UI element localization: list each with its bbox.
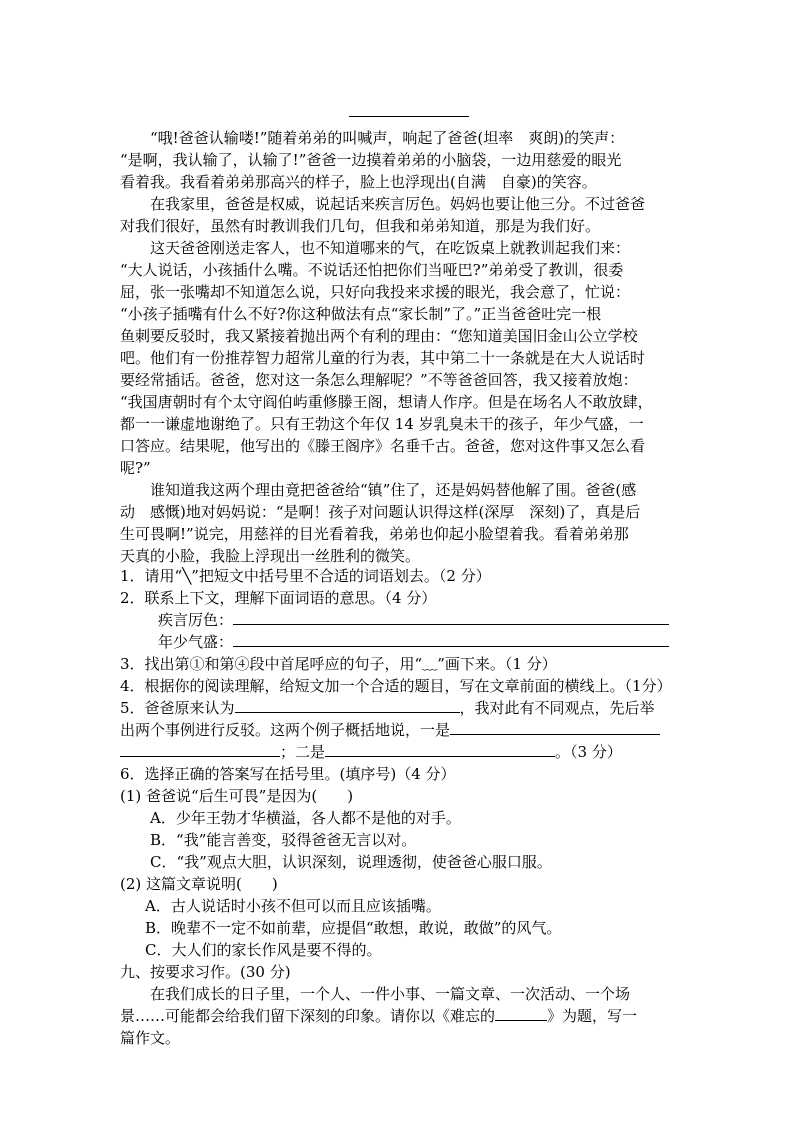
passage-line: 要经常插话。爸爸，您对这一条怎么理解呢？”不等爸爸回答，我又接着放炮： xyxy=(120,371,638,389)
passage-line: 看着我。我看着弟弟那高兴的样子，脸上也浮现出(自满 自豪)的笑容。 xyxy=(120,173,597,191)
option-b: B．晚辈不一定不如前辈，应提倡“敢想，敢说，敢做”的风气。 xyxy=(145,919,562,937)
option-c: C．“我”观点大胆，认识深刻，说理透彻，使爸爸心服口服。 xyxy=(150,853,552,871)
q5-answer-line[interactable] xyxy=(235,698,460,713)
question-6: 6．选择正确的答案写在括号里。(填序号)（4 分） xyxy=(120,765,456,783)
composition-prompt: 在我们成长的日子里，一个人、一件小事、一篇文章、一次活动、一个场 xyxy=(150,985,631,1003)
passage-line: 口答应。结果呢，他写出的《滕王阁序》名垂千古。爸爸，您对这件事又怎么看 xyxy=(120,437,646,455)
passage-line: 都一一谦虚地谢绝了。只有王勃这个年仅 14 岁乳臭未干的孩子，年少气盛，一 xyxy=(120,415,644,433)
q2-term-label: 年少气盛： xyxy=(158,633,234,651)
question-3: 3．找出第①和第④段中首尾呼应的句子，用“﹏”画下来。（1 分） xyxy=(120,655,557,673)
q2-answer-line[interactable] xyxy=(233,632,669,647)
question-5-text: 。（3 分） xyxy=(555,743,622,761)
question-5-text: ，我对此有不同观点，先后举 xyxy=(459,699,655,717)
passage-line: 天真的小脸，我脸上浮现出一丝胜利的微笑。 xyxy=(120,547,421,565)
passage-line: 屈，张一张嘴却不知道怎么说，只好向我投来求援的眼光，我会意了，忙说： xyxy=(120,283,631,301)
question-5-text: 5．爸爸原来认为 xyxy=(120,699,235,717)
q5-answer-line[interactable] xyxy=(450,720,660,735)
passage-line: 对我们很好，虽然有时教训我们几句，但我和弟弟知道，那是为我们好。 xyxy=(120,217,601,235)
option-a: A．古人说话时小孩不但可以而且应该插嘴。 xyxy=(145,897,441,915)
passage-line: 生可畏啊!”说完，用慈祥的目光看着我，弟弟也仰起小脸望着我。看着弟弟那 xyxy=(120,525,629,543)
question-4: 4．根据你的阅读理解，给短文加一个合适的题目，写在文章前面的横线上。（1分） xyxy=(120,677,672,695)
q2-answer-line[interactable] xyxy=(233,610,669,625)
composition-title-blank[interactable] xyxy=(495,1006,547,1021)
question-5-text: ；二是 xyxy=(280,743,326,761)
passage-line: 吧。他们有一份推荐智力超常儿童的行为表，其中第二十一条就是在大人说话时 xyxy=(120,349,646,367)
passage-line: “哦!爸爸认输喽!”随着弟弟的叫喊声，响起了爸爸(坦率 爽朗)的笑声： xyxy=(150,129,625,147)
composition-prompt: 》为题，写一 xyxy=(547,1007,638,1025)
question-5-text: 出两个事例进行反驳。这两个例子概括地说，一是 xyxy=(120,721,451,739)
q2-term-label: 疾言厉色： xyxy=(158,611,234,629)
composition-prompt: 篇作文。 xyxy=(120,1029,181,1047)
passage-line: 呢?” xyxy=(120,459,151,477)
question-2: 2．联系上下文，理解下面词语的意思。（4 分） xyxy=(120,589,437,607)
passage-line: 在我家里，爸爸是权威，说起话来疾言厉色。妈妈也要让他三分。不过爸爸 xyxy=(150,195,646,213)
option-b: B．“我”能言善变，驳得爸爸无言以对。 xyxy=(150,831,417,849)
question-1: 1．请用“╲”把短文中括号里不合适的词语划去。（2 分） xyxy=(120,567,491,585)
question-6-1: (1) 爸爸说“后生可畏”是因为( ) xyxy=(120,787,354,805)
option-c: C．大人们的家长作风是要不得的。 xyxy=(145,941,382,959)
option-a: A．少年王勃才华横溢，各人都不是他的对手。 xyxy=(150,809,461,827)
passage-line: “是啊，我认输了，认输了!”爸爸一边摸着弟弟的小脑袋，一边用慈爱的眼光 xyxy=(120,151,622,169)
passage-line: 这天爸爸刚送走客人，也不知道哪来的气，在吃饭桌上就教训起我们来： xyxy=(150,239,631,257)
passage-line: 鱼刺要反驳时，我又紧接着抛出两个有利的理由：“您知道美国旧金山公立学校 xyxy=(120,327,638,345)
q5-answer-line[interactable] xyxy=(120,742,280,757)
passage-line: “我国唐朝时有个太守阎伯屿重修滕王阁，想请人作序。但是在场名人不敢放肆， xyxy=(120,393,653,411)
passage-line: “大人说话，小孩插什么嘴。不说话还怕把你们当哑巴?”弟弟受了教训，很委 xyxy=(120,261,624,279)
passage-line: 动 感慨)地对妈妈说：“是啊！孩子对问题认识得这样(深厚 深刻)了，真是后 xyxy=(120,503,641,521)
question-6-2: (2) 这篇文章说明( ) xyxy=(120,875,278,893)
composition-prompt: 景……可能都会给我们留下深刻的印象。请你以《难忘的 xyxy=(120,1007,496,1025)
title-blank-line xyxy=(349,116,469,117)
passage-line: “小孩子插嘴有什么不好?你这种做法有点“家长制”了。”正当爸爸吐完一根 xyxy=(120,305,602,323)
passage-line: 谁知道我这两个理由竟把爸爸给“镇”住了，还是妈妈替他解了围。爸爸(感 xyxy=(150,481,637,499)
q5-answer-line[interactable] xyxy=(325,742,555,757)
section-9-heading: 九、按要求习作。(30 分) xyxy=(120,963,291,981)
